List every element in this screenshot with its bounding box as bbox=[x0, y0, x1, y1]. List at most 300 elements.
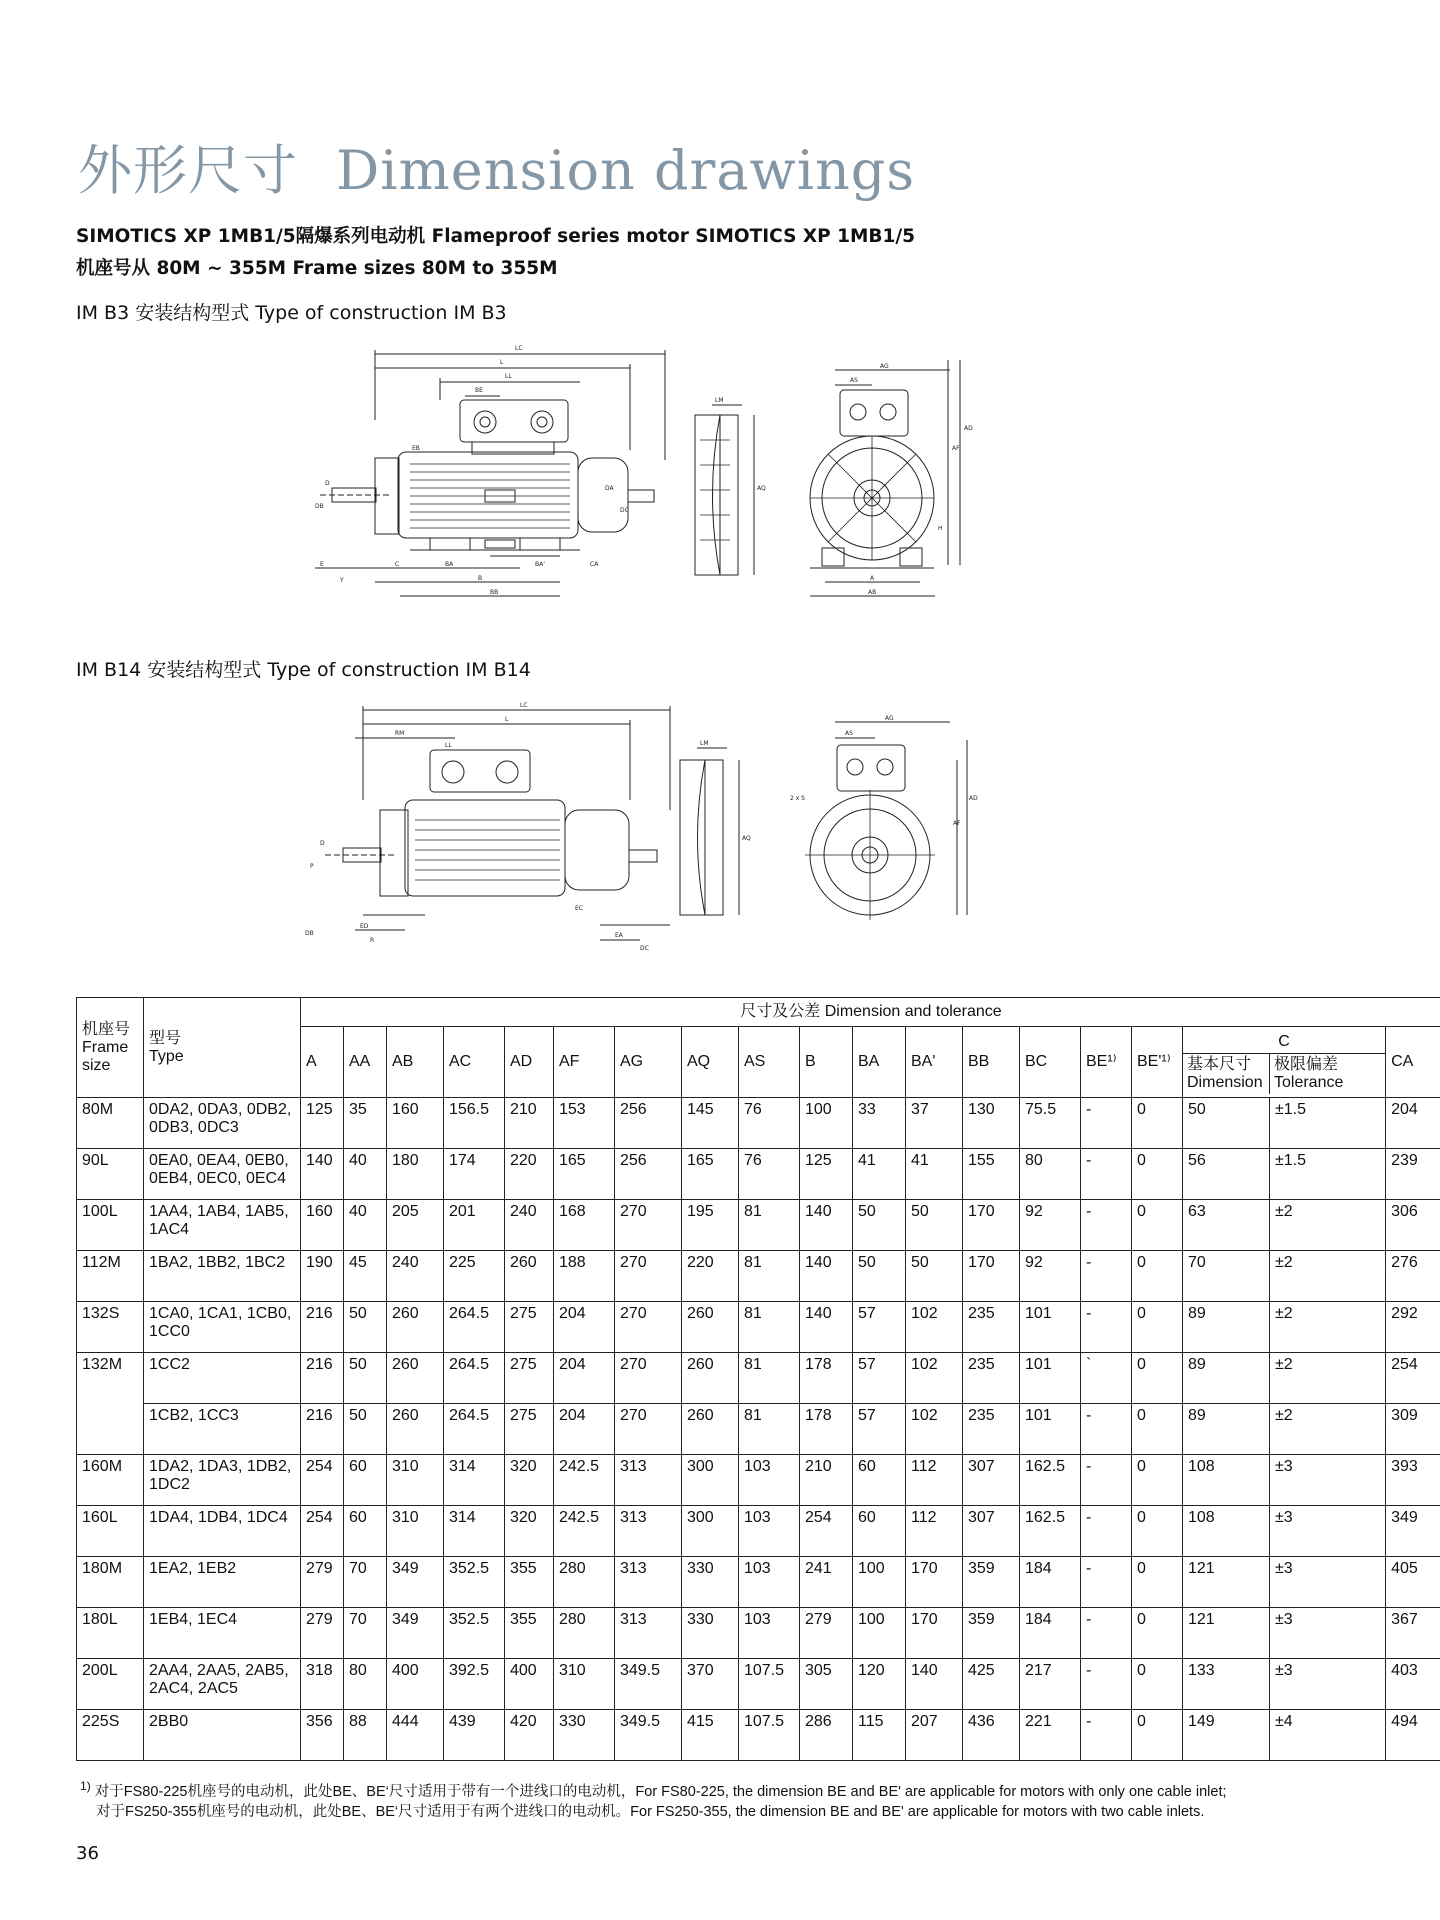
table-row bbox=[77, 1251, 1440, 1302]
cell-value: 60 bbox=[344, 1455, 387, 1506]
cell-value: 352.5 bbox=[444, 1608, 505, 1659]
cell-value: 318 bbox=[301, 1659, 344, 1710]
cell-value: 89 bbox=[1183, 1302, 1270, 1353]
cell-value: 436 bbox=[963, 1710, 1020, 1761]
cell-value: 103 bbox=[739, 1455, 800, 1506]
cell-value: 50 bbox=[344, 1353, 387, 1404]
svg-text:Y: Y bbox=[340, 577, 344, 584]
cell-value: 133 bbox=[1183, 1659, 1270, 1710]
subtitle-series: SIMOTICS XP 1MB1/5隔爆系列电动机 Flameproof series motor SIMOTICS XP 1MB1/5 bbox=[76, 226, 915, 247]
cell-value: 270 bbox=[615, 1251, 682, 1302]
cell-value: 60 bbox=[853, 1506, 906, 1557]
svg-text:E: E bbox=[320, 561, 324, 568]
svg-text:BA: BA bbox=[445, 561, 454, 568]
cell-value: - bbox=[1081, 1404, 1132, 1455]
cell-value: 220 bbox=[682, 1251, 739, 1302]
cell-value: 60 bbox=[344, 1506, 387, 1557]
svg-text:A: A bbox=[870, 575, 875, 582]
cell-value: 100 bbox=[853, 1557, 906, 1608]
cell-value: 286 bbox=[800, 1710, 853, 1761]
cell-value: 121 bbox=[1183, 1557, 1270, 1608]
cell-value: 217 bbox=[1020, 1659, 1081, 1710]
cell-value: 275 bbox=[505, 1302, 554, 1353]
cell-value: 45 bbox=[344, 1251, 387, 1302]
cell-value: - bbox=[1081, 1098, 1132, 1149]
cell-type: 1EA2, 1EB2 bbox=[144, 1557, 301, 1608]
svg-text:R: R bbox=[370, 937, 375, 944]
svg-text:LC: LC bbox=[520, 702, 528, 709]
frame-header-cn: 机座号 bbox=[82, 1020, 131, 1038]
cell-value: 320 bbox=[505, 1455, 554, 1506]
cell-value: 165 bbox=[682, 1149, 739, 1200]
cell-value: 102 bbox=[906, 1353, 963, 1404]
cell-value: 125 bbox=[301, 1098, 344, 1149]
cell-value: 112 bbox=[906, 1455, 963, 1506]
cell-value: 100 bbox=[853, 1608, 906, 1659]
col-header-ac: AC bbox=[444, 1027, 505, 1098]
cell-value: 100 bbox=[800, 1098, 853, 1149]
svg-text:AS: AS bbox=[845, 730, 853, 737]
cell-type: 1EB4, 1EC4 bbox=[144, 1608, 301, 1659]
cell-type: 1DA4, 1DB4, 1DC4 bbox=[144, 1506, 301, 1557]
cell-value: 103 bbox=[739, 1506, 800, 1557]
section-b3-heading: IM B3 安装结构型式 Type of construction IM B3 bbox=[76, 302, 507, 324]
cell-value: 155 bbox=[963, 1149, 1020, 1200]
col-header-af: AF bbox=[554, 1027, 615, 1098]
cell-value: 444 bbox=[387, 1710, 444, 1761]
cell-value: 112 bbox=[906, 1506, 963, 1557]
cell-value: 300 bbox=[682, 1455, 739, 1506]
cell-type: 2BB0 bbox=[144, 1710, 301, 1761]
title-en: Dimension drawings bbox=[336, 139, 916, 202]
footnote-line-2: 对于FS250-355机座号的电动机，此处BE、BE‘尺寸适用于有两个进线口的电动机。For FS250-355, the dimension BE and BE' are applicable for motors with two cable inlets. bbox=[96, 1803, 1205, 1820]
cell-value: 420 bbox=[505, 1710, 554, 1761]
cell-type: 1CA0, 1CA1, 1CB0, 1CC0 bbox=[144, 1302, 301, 1353]
cell-value: 40 bbox=[344, 1200, 387, 1251]
cell-value: 300 bbox=[682, 1506, 739, 1557]
svg-text:B: B bbox=[478, 575, 483, 582]
table-row bbox=[77, 1455, 1440, 1506]
cell-value: 279 bbox=[301, 1557, 344, 1608]
b14-dimension-drawing bbox=[245, 700, 1195, 990]
cell-value: 260 bbox=[682, 1302, 739, 1353]
cell-type: 2AA4, 2AA5, 2AB5, 2AC4, 2AC5 bbox=[144, 1659, 301, 1710]
cell-value: 50 bbox=[344, 1404, 387, 1455]
cell-value: 76 bbox=[739, 1098, 800, 1149]
footnote-line-1: 对于FS80-225机座号的电动机，此处BE、BE‘尺寸适用于带有一个进线口的电动机，For FS80-225, the dimension BE and BE' are applicable for motors with only one cable inlet; bbox=[94, 1783, 1227, 1800]
cell-value: 349.5 bbox=[615, 1710, 682, 1761]
svg-text:H: H bbox=[938, 525, 943, 532]
cell-value: ±2 bbox=[1270, 1302, 1386, 1353]
cell-value: 355 bbox=[505, 1557, 554, 1608]
col-header-as: AS bbox=[739, 1027, 800, 1098]
footnote bbox=[80, 1776, 1227, 1822]
cell-value: 0 bbox=[1132, 1506, 1183, 1557]
cell-value: 204 bbox=[554, 1404, 615, 1455]
col-header-ab: AB bbox=[387, 1027, 444, 1098]
subtitle-frames: 机座号从 80M ~ 355M Frame sizes 80M to 355M bbox=[76, 258, 558, 279]
cell-value: 165 bbox=[554, 1149, 615, 1200]
cell-value: 56 bbox=[1183, 1149, 1270, 1200]
frame-header-en: Frame bbox=[82, 1038, 129, 1056]
dimension-group-header: 尺寸及公差 Dimension and tolerance bbox=[301, 998, 1440, 1027]
cell-value: ±4 bbox=[1270, 1710, 1386, 1761]
cell-value: 352.5 bbox=[444, 1557, 505, 1608]
svg-text:LM: LM bbox=[715, 397, 724, 404]
c-dim-header: 基本尺寸 Dimension bbox=[1183, 1054, 1270, 1094]
cell-value: 309 bbox=[1386, 1404, 1440, 1455]
cell-value: 307 bbox=[963, 1506, 1020, 1557]
svg-text:CA: CA bbox=[590, 561, 599, 568]
cell-value: 140 bbox=[800, 1251, 853, 1302]
cell-value: 140 bbox=[906, 1659, 963, 1710]
cell-value: 41 bbox=[906, 1149, 963, 1200]
col-type-header bbox=[144, 998, 301, 1098]
cell-value: ±1.5 bbox=[1270, 1098, 1386, 1149]
col-header-c bbox=[1183, 1027, 1386, 1098]
cell-value: 80 bbox=[344, 1659, 387, 1710]
cell-value: 50 bbox=[906, 1251, 963, 1302]
cell-frame: 132M bbox=[77, 1353, 144, 1404]
cell-value: 356 bbox=[301, 1710, 344, 1761]
cell-value: ±3 bbox=[1270, 1659, 1386, 1710]
cell-value: 210 bbox=[800, 1455, 853, 1506]
cell-value: 349 bbox=[387, 1608, 444, 1659]
cell-value: 349 bbox=[1386, 1506, 1440, 1557]
cell-value: 415 bbox=[682, 1710, 739, 1761]
cell-value: 0 bbox=[1132, 1404, 1183, 1455]
cell-value: 275 bbox=[505, 1353, 554, 1404]
cell-value: 63 bbox=[1183, 1200, 1270, 1251]
cell-value: 313 bbox=[615, 1608, 682, 1659]
cell-value: 276 bbox=[1386, 1251, 1440, 1302]
cell-value: - bbox=[1081, 1608, 1132, 1659]
cell-value: 195 bbox=[682, 1200, 739, 1251]
table-row bbox=[77, 1200, 1440, 1251]
cell-value: 425 bbox=[963, 1659, 1020, 1710]
cell-value: 121 bbox=[1183, 1608, 1270, 1659]
type-header-en: Type bbox=[149, 1047, 184, 1065]
cell-value: 149 bbox=[1183, 1710, 1270, 1761]
cell-value: 103 bbox=[739, 1557, 800, 1608]
cell-value: 280 bbox=[554, 1608, 615, 1659]
cell-value: 264.5 bbox=[444, 1302, 505, 1353]
cell-value: 50 bbox=[853, 1200, 906, 1251]
svg-text:L: L bbox=[505, 716, 509, 723]
cell-value: 170 bbox=[963, 1200, 1020, 1251]
cell-value: 254 bbox=[1386, 1353, 1440, 1404]
cell-value: 260 bbox=[387, 1302, 444, 1353]
table-row bbox=[77, 1149, 1440, 1200]
cell-type: 1CB2, 1CC3 bbox=[144, 1404, 301, 1455]
svg-text:AB: AB bbox=[868, 589, 877, 596]
cell-value: 120 bbox=[853, 1659, 906, 1710]
cell-value: 225 bbox=[444, 1251, 505, 1302]
cell-value: - bbox=[1081, 1506, 1132, 1557]
cell-value: 314 bbox=[444, 1455, 505, 1506]
table-row bbox=[77, 1557, 1440, 1608]
cell-value: 0 bbox=[1132, 1149, 1183, 1200]
cell-value: 76 bbox=[739, 1149, 800, 1200]
svg-text:EA: EA bbox=[615, 932, 623, 939]
cell-value: 313 bbox=[615, 1557, 682, 1608]
cell-value: 392.5 bbox=[444, 1659, 505, 1710]
cell-value: 305 bbox=[800, 1659, 853, 1710]
cell-value: 40 bbox=[344, 1149, 387, 1200]
cell-value: 101 bbox=[1020, 1404, 1081, 1455]
cell-value: 102 bbox=[906, 1302, 963, 1353]
svg-text:ED: ED bbox=[360, 923, 369, 930]
cell-value: 279 bbox=[301, 1608, 344, 1659]
cell-value: 314 bbox=[444, 1506, 505, 1557]
cell-value: 107.5 bbox=[739, 1710, 800, 1761]
title-cn: 外形尺寸 bbox=[78, 139, 298, 202]
cell-value: 0 bbox=[1132, 1455, 1183, 1506]
svg-text:D: D bbox=[325, 480, 330, 487]
cell-value: 170 bbox=[906, 1557, 963, 1608]
cell-value: 0 bbox=[1132, 1608, 1183, 1659]
table-row bbox=[77, 1404, 1440, 1455]
cell-value: 270 bbox=[615, 1302, 682, 1353]
cell-value: 81 bbox=[739, 1302, 800, 1353]
cell-value: - bbox=[1081, 1302, 1132, 1353]
cell-type: 1DA2, 1DA3, 1DB2, 1DC2 bbox=[144, 1455, 301, 1506]
cell-value: 313 bbox=[615, 1455, 682, 1506]
cell-value: 184 bbox=[1020, 1608, 1081, 1659]
cell-value: 174 bbox=[444, 1149, 505, 1200]
cell-value: 235 bbox=[963, 1353, 1020, 1404]
cell-value: 270 bbox=[615, 1404, 682, 1455]
col-header-ba: BA bbox=[853, 1027, 906, 1098]
cell-value: 310 bbox=[387, 1506, 444, 1557]
cell-value: ±2 bbox=[1270, 1404, 1386, 1455]
cell-value: 160 bbox=[387, 1098, 444, 1149]
cell-frame: 160M bbox=[77, 1455, 144, 1506]
cell-value: 75.5 bbox=[1020, 1098, 1081, 1149]
cell-value: 370 bbox=[682, 1659, 739, 1710]
cell-value: ±3 bbox=[1270, 1608, 1386, 1659]
cell-value: 204 bbox=[554, 1353, 615, 1404]
svg-text:EC: EC bbox=[575, 905, 583, 912]
cell-value: 240 bbox=[387, 1251, 444, 1302]
cell-value: 125 bbox=[800, 1149, 853, 1200]
cell-value: 70 bbox=[344, 1557, 387, 1608]
cell-value: 313 bbox=[615, 1506, 682, 1557]
cell-value: 241 bbox=[800, 1557, 853, 1608]
cell-type: 0EA0, 0EA4, 0EB0, 0EB4, 0EC0, 0EC4 bbox=[144, 1149, 301, 1200]
svg-text:EB: EB bbox=[412, 445, 420, 452]
cell-value: 140 bbox=[800, 1302, 853, 1353]
cell-value: 101 bbox=[1020, 1302, 1081, 1353]
cell-value: 89 bbox=[1183, 1353, 1270, 1404]
cell-value: 355 bbox=[505, 1608, 554, 1659]
cell-frame: 180M bbox=[77, 1557, 144, 1608]
cell-value: 81 bbox=[739, 1251, 800, 1302]
cell-value: - bbox=[1081, 1710, 1132, 1761]
cell-value: 307 bbox=[963, 1455, 1020, 1506]
cell-value: 115 bbox=[853, 1710, 906, 1761]
svg-text:AG: AG bbox=[885, 715, 894, 722]
cell-value: 235 bbox=[963, 1404, 1020, 1455]
cell-value: 190 bbox=[301, 1251, 344, 1302]
col-header-bc: BC bbox=[1020, 1027, 1081, 1098]
cell-value: 37 bbox=[906, 1098, 963, 1149]
cell-value: 35 bbox=[344, 1098, 387, 1149]
cell-value: 81 bbox=[739, 1200, 800, 1251]
cell-frame: 90L bbox=[77, 1149, 144, 1200]
cell-value: ±2 bbox=[1270, 1200, 1386, 1251]
cell-value: 103 bbox=[739, 1608, 800, 1659]
svg-text:P: P bbox=[310, 863, 314, 870]
cell-frame: 225S bbox=[77, 1710, 144, 1761]
cell-value: 216 bbox=[301, 1353, 344, 1404]
svg-text:AF: AF bbox=[953, 820, 961, 827]
cell-value: 140 bbox=[301, 1149, 344, 1200]
cell-value: - bbox=[1081, 1659, 1132, 1710]
cell-value: 0 bbox=[1132, 1251, 1183, 1302]
col-header-ca: CA bbox=[1386, 1027, 1440, 1098]
table-row bbox=[77, 1302, 1440, 1353]
cell-value: 180 bbox=[387, 1149, 444, 1200]
col-header-be': BE'¹⁾ bbox=[1132, 1027, 1183, 1098]
cell-value: 162.5 bbox=[1020, 1455, 1081, 1506]
cell-type: 1BA2, 1BB2, 1BC2 bbox=[144, 1251, 301, 1302]
table-body bbox=[77, 1098, 1440, 1761]
cell-value: 88 bbox=[344, 1710, 387, 1761]
cell-frame: 100L bbox=[77, 1200, 144, 1251]
cell-value: 239 bbox=[1386, 1149, 1440, 1200]
cell-value: 330 bbox=[554, 1710, 615, 1761]
svg-text:DC: DC bbox=[620, 507, 629, 514]
svg-text:AG: AG bbox=[880, 363, 889, 370]
cell-type: 1AA4, 1AB4, 1AB5, 1AC4 bbox=[144, 1200, 301, 1251]
cell-frame bbox=[77, 1404, 144, 1455]
b3-dimension-drawing bbox=[260, 340, 1210, 640]
cell-value: 393 bbox=[1386, 1455, 1440, 1506]
cell-value: 242.5 bbox=[554, 1455, 615, 1506]
cell-value: - bbox=[1081, 1557, 1132, 1608]
svg-text:AF: AF bbox=[952, 445, 960, 452]
cell-type: 0DA2, 0DA3, 0DB2, 0DB3, 0DC3 bbox=[144, 1098, 301, 1149]
col-header-aq: AQ bbox=[682, 1027, 739, 1098]
cell-value: - bbox=[1081, 1200, 1132, 1251]
svg-text:L: L bbox=[500, 359, 504, 366]
svg-text:BA': BA' bbox=[535, 561, 545, 568]
cell-value: 0 bbox=[1132, 1302, 1183, 1353]
table-row bbox=[77, 1659, 1440, 1710]
cell-value: 160 bbox=[301, 1200, 344, 1251]
cell-value: 101 bbox=[1020, 1353, 1081, 1404]
cell-value: 349.5 bbox=[615, 1659, 682, 1710]
cell-value: 50 bbox=[906, 1200, 963, 1251]
cell-value: 170 bbox=[906, 1608, 963, 1659]
col-header-ad: AD bbox=[505, 1027, 554, 1098]
cell-value: 320 bbox=[505, 1506, 554, 1557]
page-number: 36 bbox=[76, 1843, 99, 1864]
col-header-aa: AA bbox=[344, 1027, 387, 1098]
cell-value: 280 bbox=[554, 1557, 615, 1608]
dimension-table bbox=[76, 997, 1440, 1761]
cell-value: 254 bbox=[800, 1506, 853, 1557]
cell-value: ±3 bbox=[1270, 1557, 1386, 1608]
svg-text:AQ: AQ bbox=[757, 485, 766, 492]
cell-value: ` bbox=[1081, 1353, 1132, 1404]
cell-value: 70 bbox=[344, 1608, 387, 1659]
cell-value: 57 bbox=[853, 1404, 906, 1455]
cell-value: 170 bbox=[963, 1251, 1020, 1302]
cell-value: 359 bbox=[963, 1608, 1020, 1659]
cell-value: 216 bbox=[301, 1302, 344, 1353]
cell-value: 367 bbox=[1386, 1608, 1440, 1659]
svg-text:LC: LC bbox=[515, 345, 523, 352]
cell-value: 50 bbox=[344, 1302, 387, 1353]
cell-value: 205 bbox=[387, 1200, 444, 1251]
svg-text:D: D bbox=[320, 840, 325, 847]
cell-value: 220 bbox=[505, 1149, 554, 1200]
cell-frame: 80M bbox=[77, 1098, 144, 1149]
cell-value: 92 bbox=[1020, 1200, 1081, 1251]
table-row bbox=[77, 1353, 1440, 1404]
svg-text:BE: BE bbox=[475, 387, 483, 394]
cell-value: 254 bbox=[301, 1506, 344, 1557]
cell-value: 130 bbox=[963, 1098, 1020, 1149]
svg-text:AD: AD bbox=[969, 795, 978, 802]
cell-value: 260 bbox=[387, 1353, 444, 1404]
cell-value: 292 bbox=[1386, 1302, 1440, 1353]
c-label: C bbox=[1183, 1031, 1385, 1054]
cell-value: 33 bbox=[853, 1098, 906, 1149]
svg-text:AD: AD bbox=[964, 425, 973, 432]
svg-text:2 x S: 2 x S bbox=[790, 795, 805, 802]
cell-value: 92 bbox=[1020, 1251, 1081, 1302]
cell-value: 235 bbox=[963, 1302, 1020, 1353]
svg-text:BB: BB bbox=[490, 589, 499, 596]
cell-value: 0 bbox=[1132, 1557, 1183, 1608]
cell-frame: 180L bbox=[77, 1608, 144, 1659]
cell-value: 81 bbox=[739, 1353, 800, 1404]
cell-value: 0 bbox=[1132, 1710, 1183, 1761]
col-header-bb: BB bbox=[963, 1027, 1020, 1098]
cell-value: ±1.5 bbox=[1270, 1149, 1386, 1200]
cell-value: 349 bbox=[387, 1557, 444, 1608]
cell-value: 89 bbox=[1183, 1404, 1270, 1455]
cell-value: 80 bbox=[1020, 1149, 1081, 1200]
cell-value: 264.5 bbox=[444, 1353, 505, 1404]
cell-value: 306 bbox=[1386, 1200, 1440, 1251]
cell-value: 0 bbox=[1132, 1200, 1183, 1251]
cell-value: 400 bbox=[505, 1659, 554, 1710]
cell-value: 260 bbox=[505, 1251, 554, 1302]
svg-text:LL: LL bbox=[505, 373, 512, 380]
cell-value: 254 bbox=[301, 1455, 344, 1506]
cell-value: 41 bbox=[853, 1149, 906, 1200]
cell-value: 204 bbox=[1386, 1098, 1440, 1149]
cell-value: - bbox=[1081, 1251, 1132, 1302]
svg-text:DB: DB bbox=[305, 930, 314, 937]
svg-text:AQ: AQ bbox=[742, 835, 751, 842]
cell-value: 168 bbox=[554, 1200, 615, 1251]
cell-value: 310 bbox=[387, 1455, 444, 1506]
svg-text:DC: DC bbox=[640, 945, 649, 952]
col-header-b: B bbox=[800, 1027, 853, 1098]
cell-value: 256 bbox=[615, 1149, 682, 1200]
cell-value: 494 bbox=[1386, 1710, 1440, 1761]
cell-value: 162.5 bbox=[1020, 1506, 1081, 1557]
svg-text:C: C bbox=[395, 561, 400, 568]
svg-text:AS: AS bbox=[850, 377, 858, 384]
cell-value: 403 bbox=[1386, 1659, 1440, 1710]
cell-value: 184 bbox=[1020, 1557, 1081, 1608]
